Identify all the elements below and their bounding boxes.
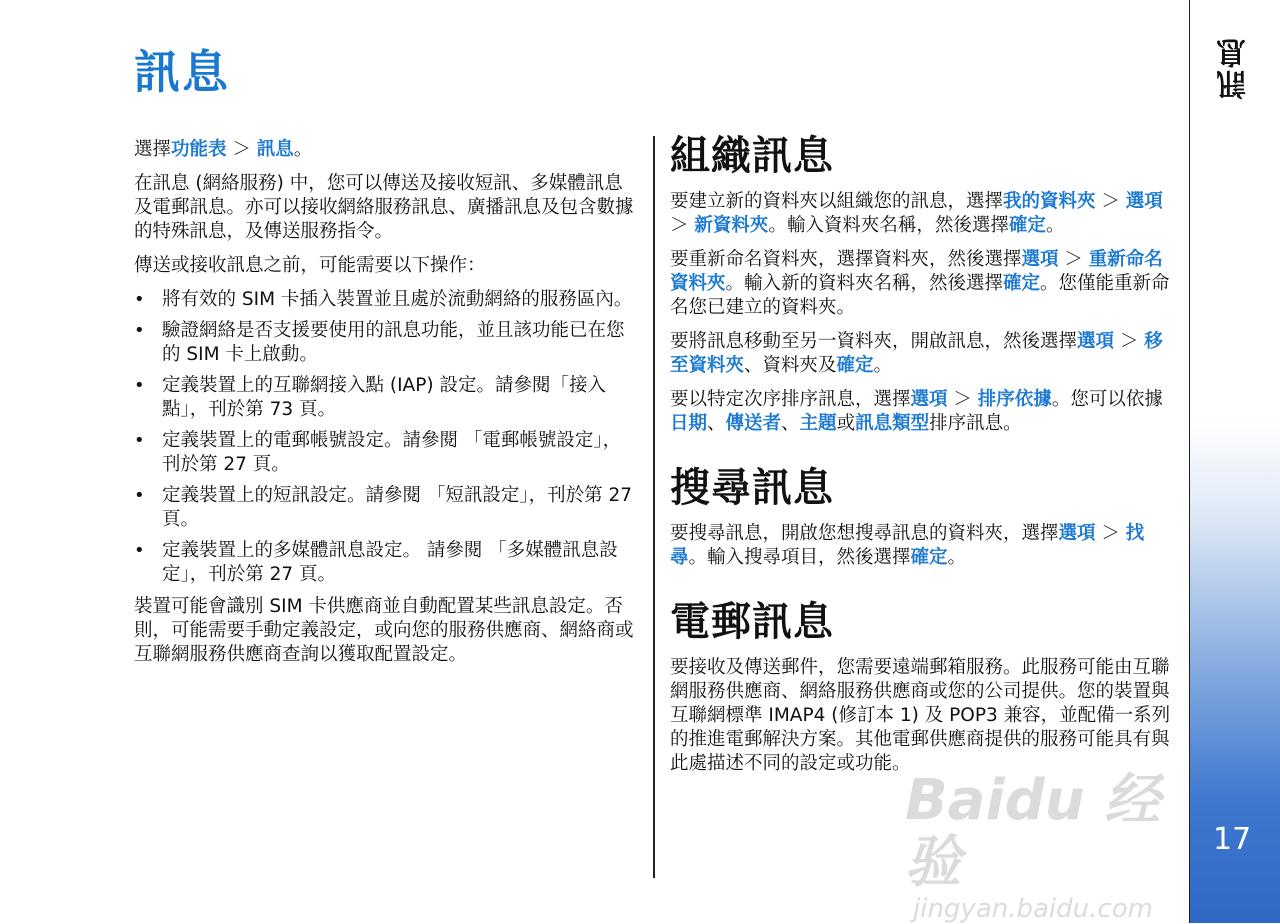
column-divider (653, 136, 655, 878)
text: 。輸入搜尋項目，然後選擇 (688, 547, 911, 568)
separator: ＞ (947, 389, 978, 410)
spacer (670, 446, 1180, 464)
move-to-folder-link[interactable]: 移至資料夾 (670, 331, 1163, 376)
email-paragraph: 要接收及傳送郵件，您需要遠端郵箱服務。此服務可能由互聯網服務供應商、網絡服務供應商或您的公司提供。您的裝置與互聯網標準 IMAP4 (修訂本 1) 及 POP3 兼容，並配備一系列的推進電郵解決方案。其他電郵供應商提供的服務可能具有與此處描述不同的設定或功能。 (670, 657, 1171, 774)
organize-paragraph-2 (670, 248, 1180, 320)
search-paragraph (670, 522, 1180, 570)
overview-paragraph: 在訊息 (網絡服務) 中，您可以傳送及接收短訊、多媒體訊息及電郵訊息。亦可以接收網絡服務訊息、廣播訊息及包含數據的特殊訊息，及傳送服務指令。 (134, 173, 634, 242)
text: 要建立新的資料夾以組織您的訊息，選擇 (670, 191, 1004, 212)
organize-paragraph-3 (670, 330, 1180, 378)
options-link[interactable]: 選項 (1058, 523, 1096, 544)
text: 。您僅能重新命名您已建立的資料夾。 (670, 273, 1170, 318)
subject-link[interactable]: 主題 (799, 413, 837, 434)
text: 要以特定次序排序訊息，選擇 (670, 389, 911, 410)
ok-link[interactable]: 確定 (910, 547, 948, 568)
separator: ＞ (1058, 249, 1089, 270)
text: 。 (873, 355, 893, 376)
text: 。輸入資料夾名稱，然後選擇 (768, 215, 1009, 236)
ok-link[interactable]: 確定 (1003, 273, 1041, 294)
search-heading: 搜尋訊息 (670, 465, 834, 511)
text: 要搜尋訊息，開啟您想搜尋訊息的資料夾，選擇 (670, 523, 1059, 544)
intro-end: 。 (293, 139, 313, 160)
organize-paragraph-4 (670, 388, 1180, 436)
separator: ＞ (1114, 331, 1145, 352)
ok-link[interactable]: 確定 (836, 355, 874, 376)
text: 、 (781, 413, 800, 434)
watermark-top: Baidu 经验 (905, 768, 1161, 895)
intro-text: 選擇 (134, 139, 172, 160)
options-link[interactable]: 選項 (1021, 249, 1059, 270)
text: 要重新命名資料夾，選擇資料夾，然後選擇 (670, 249, 1022, 270)
config-paragraph: 裝置可能會識別 SIM 卡供應商並自動配置某些訊息設定。否則，可能需要手動定義設定，或向您的服務供應商、網絡商或互聯網服務供應商查詢以獲取配置設定。 (134, 596, 634, 665)
text: 。 (1045, 215, 1065, 236)
my-folders-link[interactable]: 我的資料夾 (1003, 191, 1096, 212)
text: 排序訊息。 (929, 413, 1022, 434)
right-column (670, 132, 1180, 786)
text: 、 (707, 413, 726, 434)
organize-paragraph-1 (670, 190, 1180, 238)
text: 或 (836, 413, 856, 434)
list-item: • 將有效的 SIM 卡插入裝置並且處於流動網絡的服務區內。 (134, 288, 639, 312)
text: 。輸入新的資料夾名稱，然後選擇 (725, 273, 1004, 294)
side-section-label: 訊息 (1217, 36, 1252, 100)
text: 。 (947, 547, 967, 568)
options-link[interactable]: 選項 (1077, 331, 1115, 352)
prerequisite-paragraph: 傳送或接收訊息之前，可能需要以下操作： (134, 255, 486, 276)
side-tab-bar (1189, 0, 1280, 923)
page-title: 訊息 (134, 45, 230, 99)
new-folder-link[interactable]: 新資料夾 (694, 215, 769, 236)
intro-paragraph (134, 138, 639, 162)
date-link[interactable]: 日期 (670, 413, 708, 434)
messages-link[interactable]: 訊息 (256, 139, 294, 160)
find-link[interactable]: 找尋 (670, 523, 1145, 568)
text: 要將訊息移動至另一資料夾，開啟訊息，然後選擇 (670, 331, 1078, 352)
watermark-logo (905, 768, 1205, 924)
separator: ＞ (1095, 523, 1126, 544)
sort-by-link[interactable]: 排序依據 (977, 389, 1052, 410)
list-item: • 定義裝置上的短訊設定。請參閱 「短訊設定」，刊於第 27 頁。 (134, 484, 639, 532)
spacer (670, 580, 1180, 598)
options-link[interactable]: 選項 (910, 389, 948, 410)
organize-heading: 組織訊息 (670, 133, 834, 179)
page-number: 17 (1213, 822, 1252, 857)
email-heading: 電郵訊息 (670, 599, 834, 645)
separator: ＞ (226, 139, 257, 160)
list-item: • 驗證網絡是否支援要使用的訊息功能，並且該功能已在您的 SIM 卡上啟動。 (134, 319, 639, 367)
rename-folder-link[interactable]: 重新命名資料夾 (670, 249, 1163, 294)
sender-link[interactable]: 傳送者 (725, 413, 782, 434)
text: 。您可以依據 (1051, 389, 1163, 410)
list-item: • 定義裝置上的多媒體訊息設定。 請參閱 「多媒體訊息設定」，刊於第 27 頁。 (134, 539, 639, 587)
list-item: • 定義裝置上的電郵帳號設定。請參閱 「電郵帳號設定」，刊於第 27 頁。 (134, 429, 639, 477)
separator: ＞ (1095, 191, 1126, 212)
watermark-url: jingyan.baidu.com (913, 894, 1153, 924)
options-link[interactable]: 選項 (1125, 191, 1163, 212)
ok-link[interactable]: 確定 (1008, 215, 1046, 236)
list-item: • 定義裝置上的互聯網接入點 (IAP) 設定。請參閱「接入點」，刊於第 73 頁。 (134, 374, 639, 422)
menu-link[interactable]: 功能表 (171, 139, 227, 160)
separator: ＞ (670, 215, 695, 236)
text: 、資料夾及 (744, 355, 837, 376)
prerequisite-list (134, 288, 639, 587)
left-column (134, 138, 639, 677)
message-type-link[interactable]: 訊息類型 (855, 413, 930, 434)
